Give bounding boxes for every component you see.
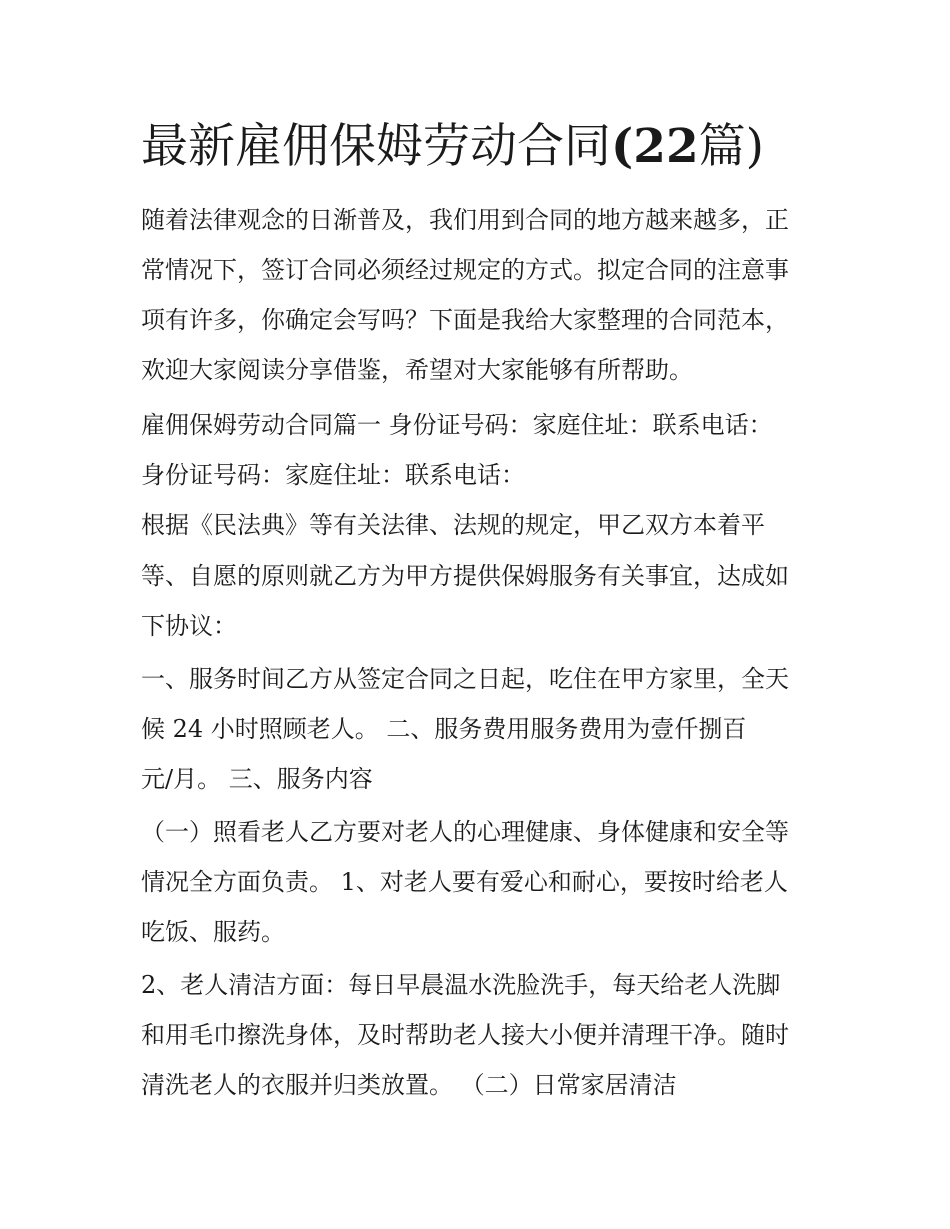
text-line: 身份证号码：家庭住址：联系电话： <box>141 461 525 489</box>
text-line: 候 24 小时照顾老人。 二、服务费用服务费用为壹仟捌百 <box>141 715 747 743</box>
text-line: 一、服务时间乙方从签定合同之日起，吃住在甲方家里，全天 <box>141 665 789 693</box>
text-line: 等、自愿的原则就乙方为甲方提供保姆服务有关事宜，达成如 <box>141 562 789 590</box>
text-line: （一）照看老人乙方要对老人的心理健康、身体健康和安全等 <box>141 818 789 846</box>
text-line: 根据《民法典》等有关法律、法规的规定，甲乙双方本着平 <box>141 511 765 539</box>
text-line: 情况全方面负责。 1、对老人要有爱心和耐心，要按时给老人 <box>141 868 788 896</box>
text-line: 下协议： <box>141 612 237 640</box>
text-line: 随着法律观念的日渐普及，我们用到合同的地方越来越多，正 <box>141 206 789 234</box>
text-line: 元/月。 三、服务内容 <box>141 765 373 793</box>
title-number: (22 <box>611 119 699 174</box>
title-main: 最新雇佣保姆劳动合同 <box>141 119 611 174</box>
text-line: 常情况下，签订合同必须经过规定的方式。拟定合同的注意事 <box>141 256 789 284</box>
text-line: 项有许多，你确定会写吗？下面是我给大家整理的合同范本， <box>141 306 789 334</box>
title-tail: 篇) <box>698 119 764 174</box>
text-line: 清洗老人的衣服并归类放置。 （二）日常家居清洁 <box>141 1071 677 1099</box>
page-title <box>141 114 764 180</box>
text-line: 雇佣保姆劳动合同篇一 身份证号码：家庭住址：联系电话： <box>141 411 773 439</box>
text-line: 吃饭、服药。 <box>141 918 285 946</box>
text-line: 2、老人清洁方面：每日早晨温水洗脸洗手，每天给老人洗脚 <box>141 971 781 999</box>
text-line: 欢迎大家阅读分享借鉴，希望对大家能够有所帮助。 <box>141 356 693 384</box>
text-line: 和用毛巾擦洗身体，及时帮助老人接大小便并清理干净。随时 <box>141 1021 789 1049</box>
